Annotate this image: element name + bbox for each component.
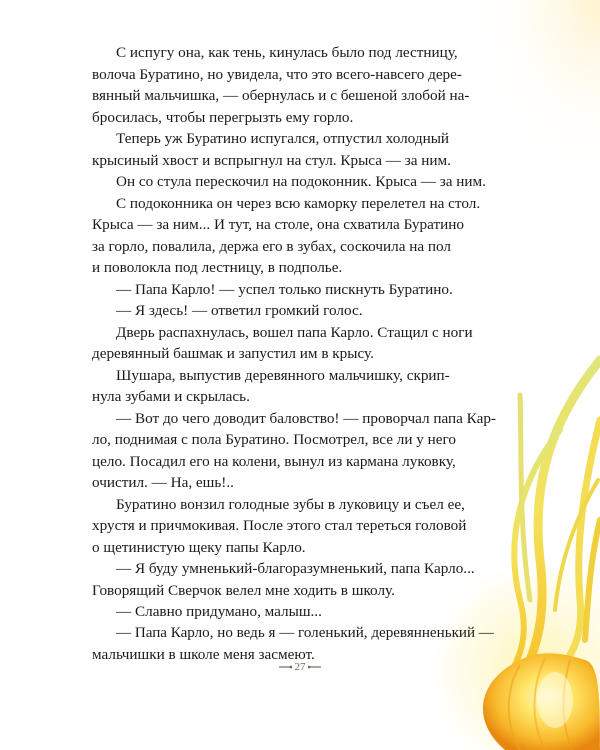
text-line: вянный мальчишка, — обернулась и с бешеной злобой на- bbox=[92, 87, 470, 104]
left-ornament-icon bbox=[278, 661, 292, 673]
text-line: о щетинистую щеку папы Карло. bbox=[92, 538, 306, 556]
text-line: С испугу она, как тень, кинулась было под лестницу, bbox=[116, 44, 458, 61]
text-line: Говорящий Сверчок велел мне ходить в школу. bbox=[92, 581, 395, 599]
text-line: — Славно придумано, малыш... bbox=[116, 603, 322, 620]
text-line: — Я буду умненький-благоразумненький, папа Карло... bbox=[116, 560, 475, 577]
text-line: и поволокла под лестницу, в подполье. bbox=[92, 259, 343, 276]
text-line: — Папа Карло, но ведь я — голенький, деревянненький — bbox=[116, 624, 494, 641]
text-line: за горло, повалила, держа его в зубах, соскочила на пол bbox=[92, 237, 452, 255]
text-line: ло, поднимая с пола Буратино. Посмотрел, все ли у него bbox=[92, 431, 456, 448]
page-number bbox=[0, 661, 600, 673]
story-text bbox=[92, 42, 496, 666]
text-line: мальчишки в школе меня засмеют. bbox=[92, 646, 315, 663]
text-line: бросилась, чтобы перегрызть ему горло. bbox=[92, 108, 354, 126]
text-line: хрустя и причмокивая. После этого стал тереться головой bbox=[92, 517, 467, 534]
text-line: Он со стула перескочил на подоконник. Крыса — за ним. bbox=[116, 173, 486, 190]
text-line: цело. Посадил его на колени, вынул из кармана луковку, bbox=[92, 452, 456, 470]
right-ornament-icon bbox=[308, 661, 322, 673]
text-line: крысиный хвост и вспрыгнул на стул. Крыса — за ним. bbox=[92, 151, 451, 169]
text-line: — Вот до чего доводит баловство! — проворчал папа Кар- bbox=[116, 409, 496, 427]
text-line: волоча Буратино, но увидела, что это всего-навсего дере- bbox=[92, 65, 462, 83]
text-line: — Папа Карло! — успел только пискнуть Буратино. bbox=[116, 280, 453, 298]
text-line: очистил. — На, ешь!.. bbox=[92, 474, 234, 491]
text-line: С подоконника он через всю каморку перелетел на стол. bbox=[116, 194, 481, 212]
text-line: Теперь уж Буратино испугался, отпустил холодный bbox=[116, 130, 450, 147]
text-line: — Я здесь! — ответил громкий голос. bbox=[116, 302, 363, 319]
page-number-text: 27 bbox=[294, 661, 306, 673]
text-line: Крыса — за ним... И тут, на столе, она схватила Буратино bbox=[92, 216, 464, 233]
text-line: Дверь распахнулась, вошел папа Карло. Стащил с ноги bbox=[116, 323, 473, 341]
text-line: Шушара, выпустив деревянного мальчишку, скрип- bbox=[116, 366, 450, 384]
text-line: деревянный башмак и запустил им в крысу. bbox=[92, 345, 374, 362]
text-line: Буратино вонзил голодные зубы в луковицу и съел ее, bbox=[116, 495, 465, 513]
text-line: нула зубами и скрылась. bbox=[92, 388, 250, 405]
